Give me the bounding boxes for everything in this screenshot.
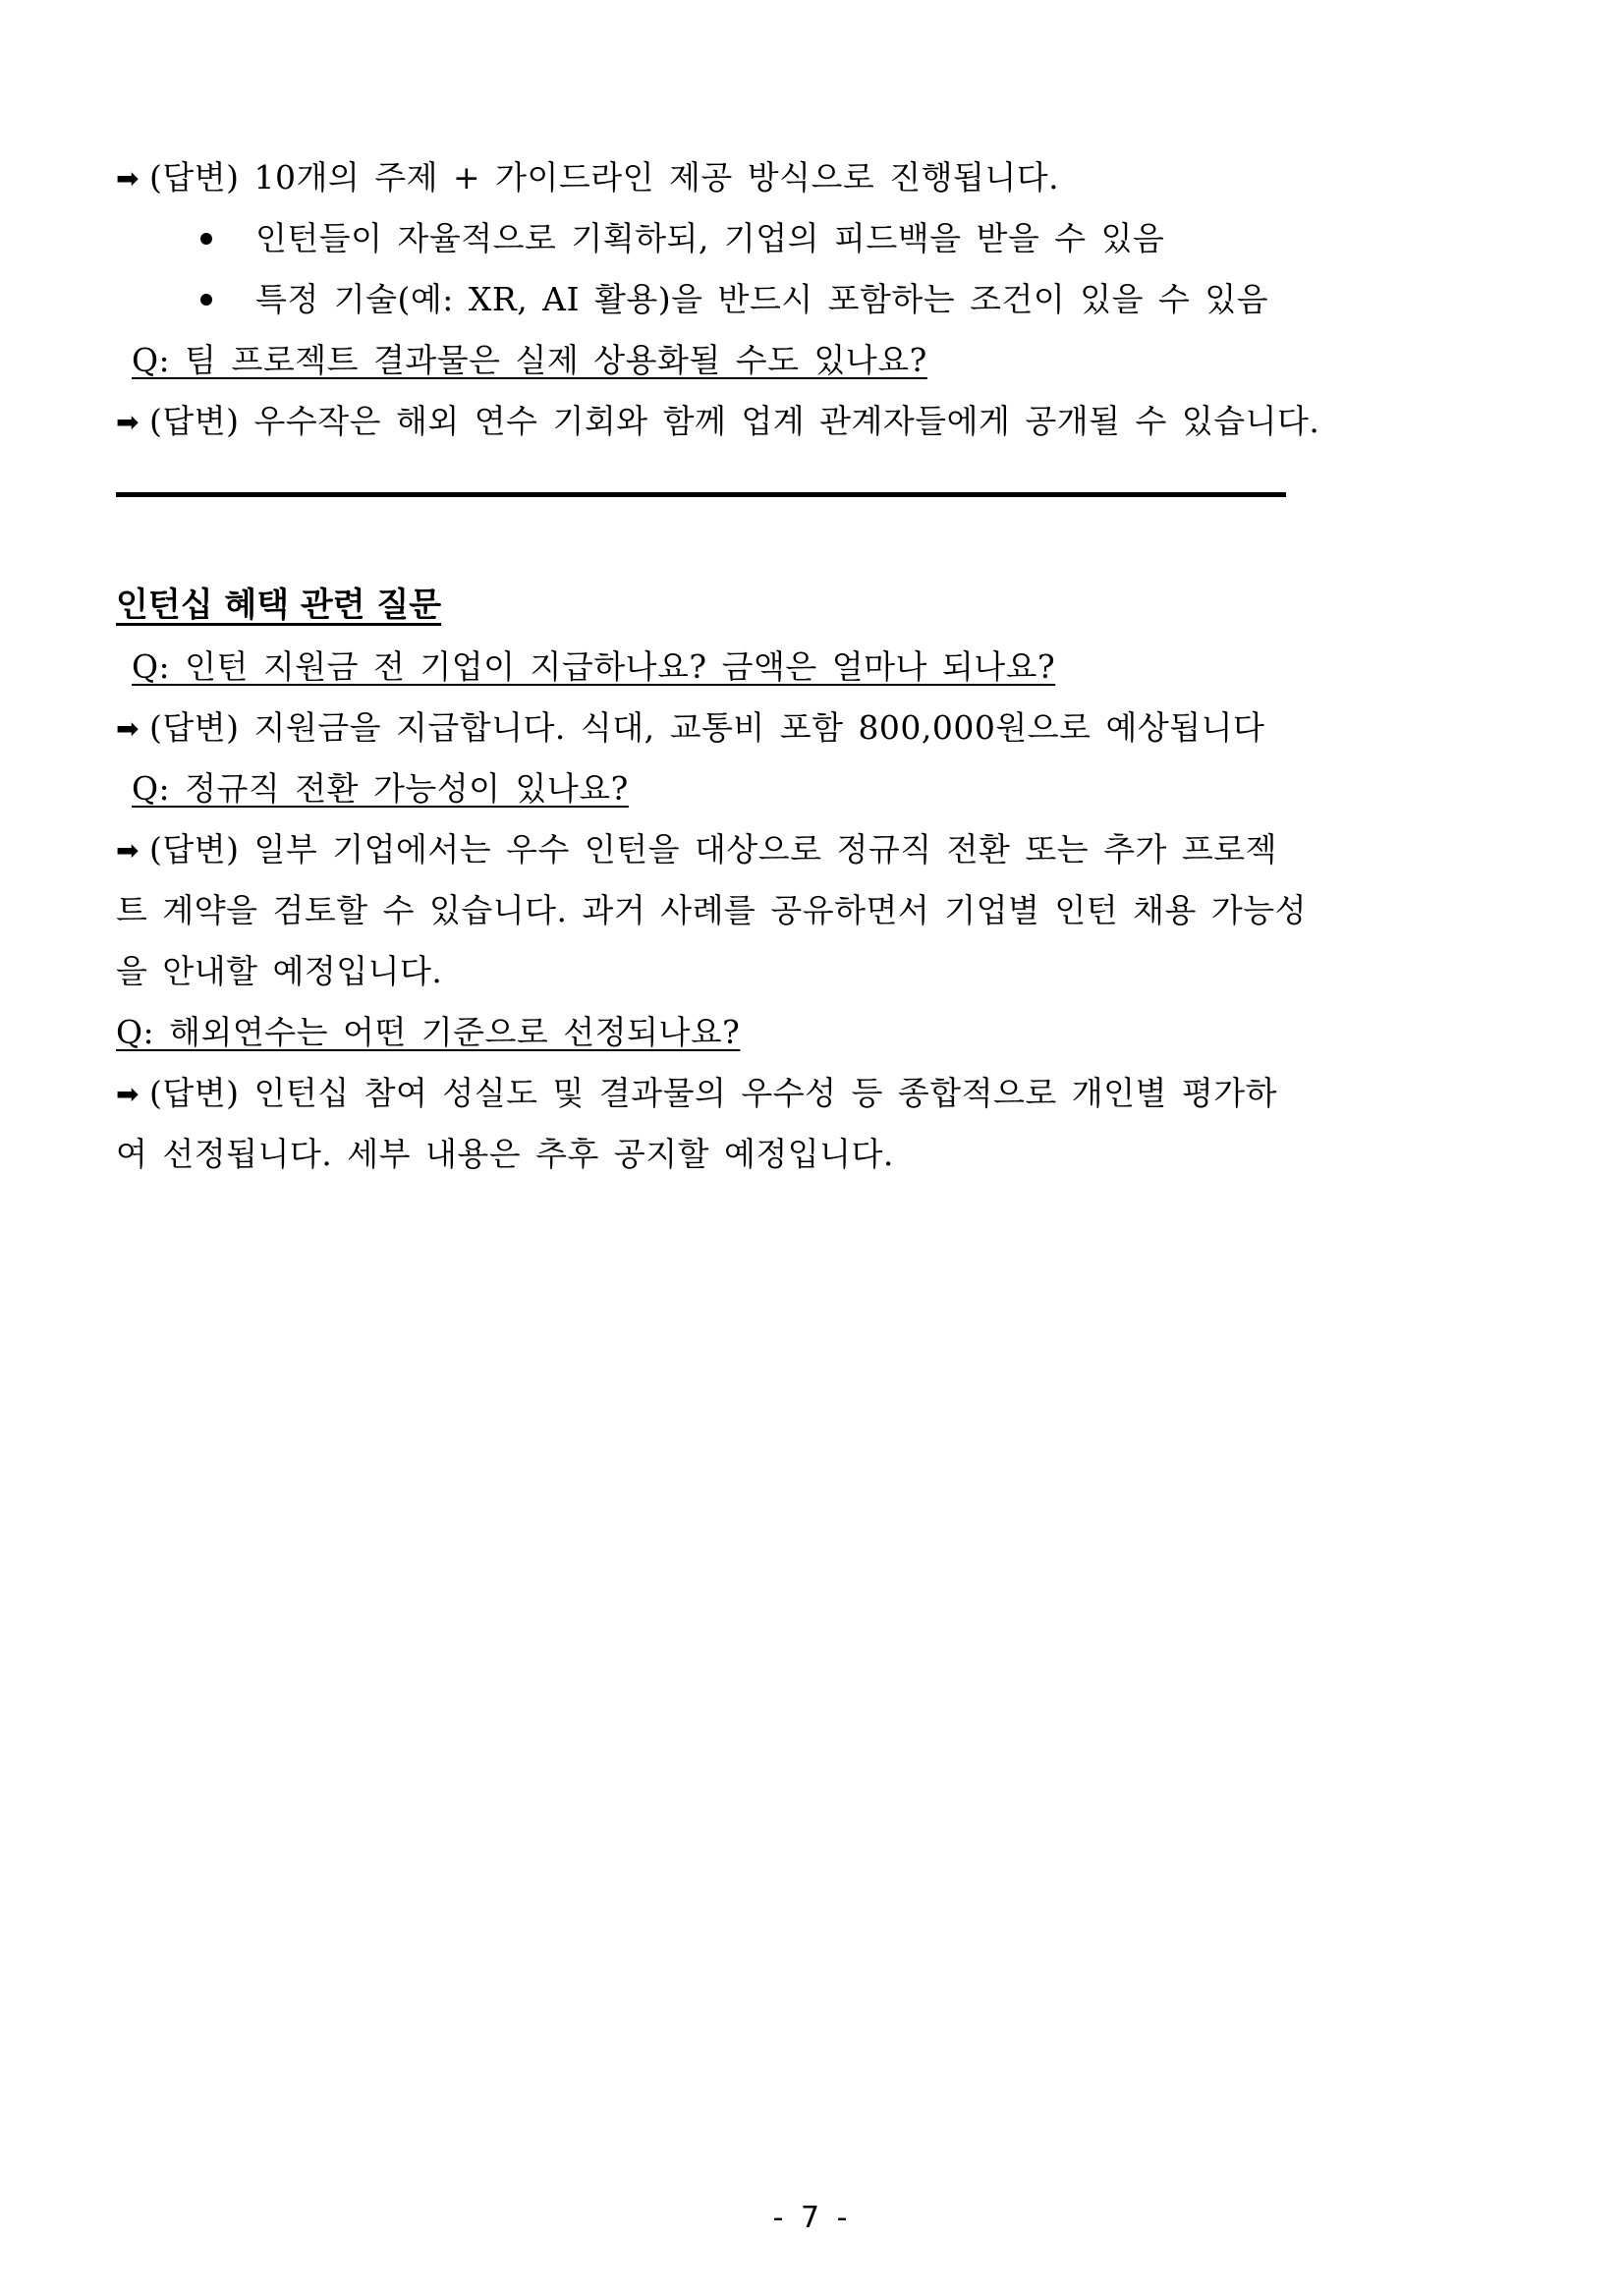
answer-line: 여 선정됩니다. 세부 내용은 추후 공지할 예정입니다.	[116, 1135, 894, 1173]
answer-paragraph	[116, 1063, 1511, 1185]
answer-line	[116, 147, 1511, 208]
answer-line	[116, 819, 1511, 880]
arrow-icon: ➡	[116, 406, 140, 438]
section-continued	[116, 147, 1511, 452]
list-item	[200, 269, 1511, 330]
answer-line	[116, 698, 1511, 758]
arrow-icon: ➡	[116, 162, 140, 195]
bullet-text: 인턴들이 자율적으로 기획하되, 기업의 피드백을 받을 수 있음	[255, 219, 1165, 257]
question-text: Q: 인턴 지원금 전 기업이 지급하나요? 금액은 얼마나 되나요?	[132, 647, 1056, 686]
bullet-icon	[200, 294, 212, 306]
answer-text: (답변) 인턴십 참여 성실도 및 결과물의 우수성 등 종합적으로 개인별 평가하	[148, 1074, 1277, 1112]
benefits-faq-section	[116, 637, 1511, 1185]
question-text: Q: 해외연수는 어떤 기준으로 선정되나요?	[116, 1013, 741, 1051]
answer-text: (답변) 우수작은 해외 연수 기회와 함께 업계 관계자들에게 공개될 수 있습니다.	[148, 402, 1320, 440]
bullet-list	[116, 208, 1511, 330]
page-number: - 7 -	[772, 2201, 852, 2235]
bullet-text: 특정 기술(예: XR, AI 활용)을 반드시 포함하는 조건이 있을 수 있음	[255, 280, 1269, 318]
question-text: Q: 정규직 전환 가능성이 있나요?	[132, 769, 629, 808]
arrow-icon: ➡	[116, 1078, 140, 1110]
answer-text: (답변) 10개의 주제 + 가이드라인 제공 방식으로 진행됩니다.	[148, 158, 1060, 196]
answer-line: 트 계약을 검토할 수 있습니다. 과거 사례를 공유하면서 기업별 인턴 채용 가능성	[116, 891, 1307, 929]
arrow-icon: ➡	[116, 834, 140, 867]
answer-line: 을 안내할 예정입니다.	[116, 952, 443, 990]
answer-text: (답변) 일부 기업에서는 우수 인턴을 대상으로 정규직 전환 또는 추가 프로젝	[148, 830, 1277, 868]
section-heading: 인턴십 혜택 관련 질문	[116, 586, 442, 625]
question-text: Q: 팀 프로젝트 결과물은 실제 상용화될 수도 있나요?	[132, 341, 927, 379]
question-line	[116, 758, 1511, 819]
question-line	[116, 637, 1511, 698]
arrow-icon: ➡	[116, 712, 140, 745]
section-divider	[116, 492, 1286, 497]
bullet-icon	[200, 233, 212, 245]
answer-line	[116, 391, 1511, 452]
answer-paragraph	[116, 819, 1511, 1002]
question-line	[116, 330, 1511, 391]
answer-line	[116, 1063, 1511, 1124]
list-item	[200, 208, 1511, 269]
question-line	[116, 1002, 1511, 1063]
answer-text: (답변) 지원금을 지급합니다. 식대, 교통비 포함 800,000원으로 예상됩니다	[148, 708, 1265, 747]
